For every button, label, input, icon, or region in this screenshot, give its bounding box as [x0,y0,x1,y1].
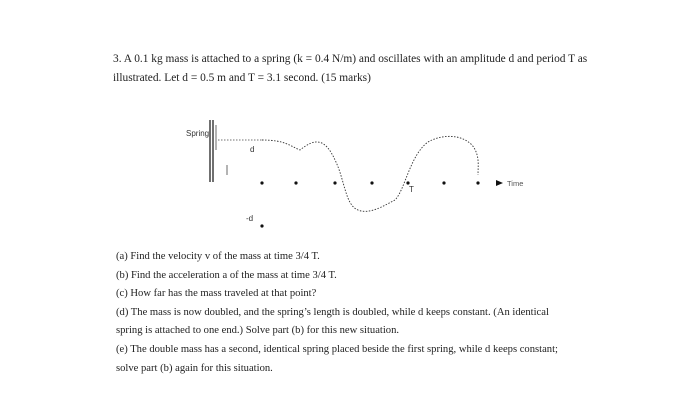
dot [294,181,297,184]
question-e-line-1: (e) The double mass has a second, identical spring placed beside the first spring, while d keeps constant; [116,343,558,355]
time-arrow-icon [496,180,503,186]
t-label: T [409,185,414,194]
dot [260,181,263,184]
dot [370,181,373,184]
questions-list [116,248,636,378]
dot [476,181,479,184]
question-b: (b) Find the acceleration a of the mass at time 3/4 T. [116,269,337,281]
d-label: d [250,145,255,154]
problem-line-1: 3. A 0.1 kg mass is attached to a spring (k = 0.4 N/m) and oscillates with an amplitude d and period T as [113,53,588,65]
spring-label: Spring [186,129,210,138]
question-d-line-1: (d) The mass is now doubled, and the spring’s length is doubled, while d keeps constant. (An identical [116,306,549,318]
question-c: (c) How far has the mass traveled at that point? [116,288,317,300]
neg-d-label: -d [246,214,254,223]
question-d-line-2: spring is attached to one end.) Solve part (b) for this new situation. [116,325,400,337]
dot [442,181,445,184]
dot [333,181,336,184]
question-e-line-2: solve part (b) again for this situation. [116,362,273,374]
oscillation-curve [262,136,478,211]
time-label: Time [507,179,524,188]
dot [260,224,263,227]
question-a: (a) Find the velocity v of the mass at time 3/4 T. [116,251,320,262]
problem-line-2: illustrated. Let d = 0.5 m and T = 3.1 second. (15 marks) [113,72,371,84]
